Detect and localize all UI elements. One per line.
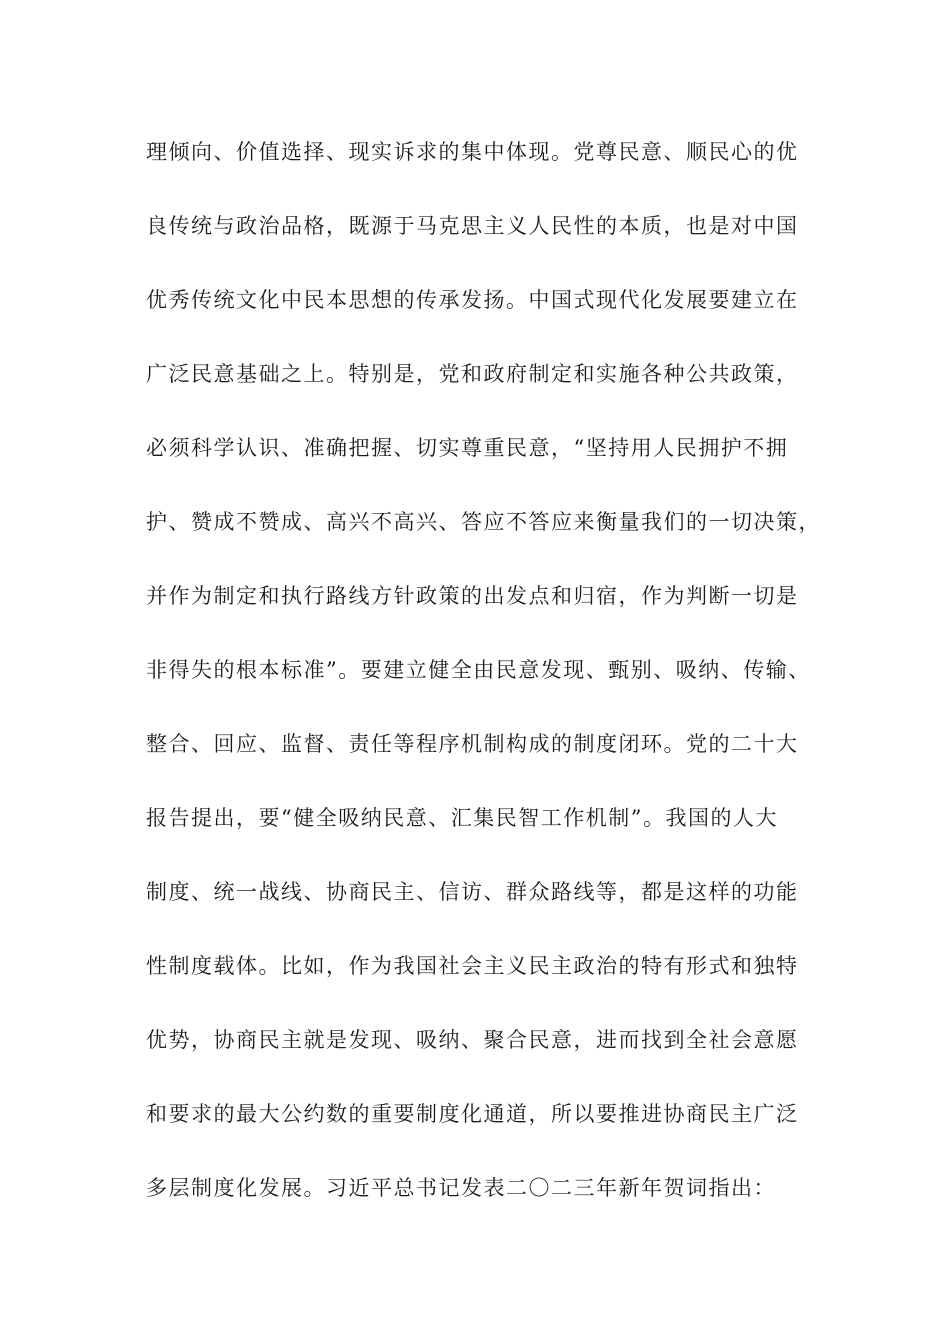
text-line: 非得失的根本标准”。要建立健全由民意发现、甄别、吸纳、传输、 bbox=[146, 658, 811, 682]
text-line: 优秀传统文化中民本思想的传承发扬。中国式现代化发展要建立在 bbox=[146, 288, 799, 312]
text-line: 性制度载体。比如，作为我国社会主义民主政治的特有形式和独特 bbox=[146, 954, 799, 978]
text-line: 并作为制定和执行路线方针政策的出发点和归宿，作为判断一切是 bbox=[146, 584, 799, 608]
text-line: 护、赞成不赞成、高兴不高兴、答应不答应来衡量我们的一切决策， bbox=[146, 510, 821, 534]
text-line: 理倾向、价值选择、现实诉求的集中体现。党尊民意、顺民心的优 bbox=[146, 140, 799, 164]
text-line: 制度、统一战线、协商民主、信访、群众路线等，都是这样的功能 bbox=[146, 880, 799, 904]
text-line: 和要求的最大公约数的重要制度化通道，所以要推进协商民主广泛 bbox=[146, 1102, 799, 1126]
text-line: 报告提出，要“健全吸纳民意、汇集民智工作机制”。我国的人大 bbox=[146, 806, 778, 830]
text-line: 广泛民意基础之上。特别是，党和政府制定和实施各种公共政策， bbox=[146, 362, 799, 386]
text-line: 良传统与政治品格，既源于马克思主义人民性的本质，也是对中国 bbox=[146, 214, 799, 238]
text-line: 优势，协商民主就是发现、吸纳、聚合民意，进而找到全社会意愿 bbox=[146, 1028, 799, 1052]
body-paragraph bbox=[146, 130, 826, 1240]
text-line: 整合、回应、监督、责任等程序机制构成的制度闭环。党的二十大 bbox=[146, 732, 799, 756]
text-line: 必须科学认识、准确把握、切实尊重民意，“坚持用人民拥护不拥 bbox=[146, 436, 789, 460]
text-line: 多层制度化发展。习近平总书记发表二〇二三年新年贺词指出： bbox=[146, 1176, 776, 1200]
